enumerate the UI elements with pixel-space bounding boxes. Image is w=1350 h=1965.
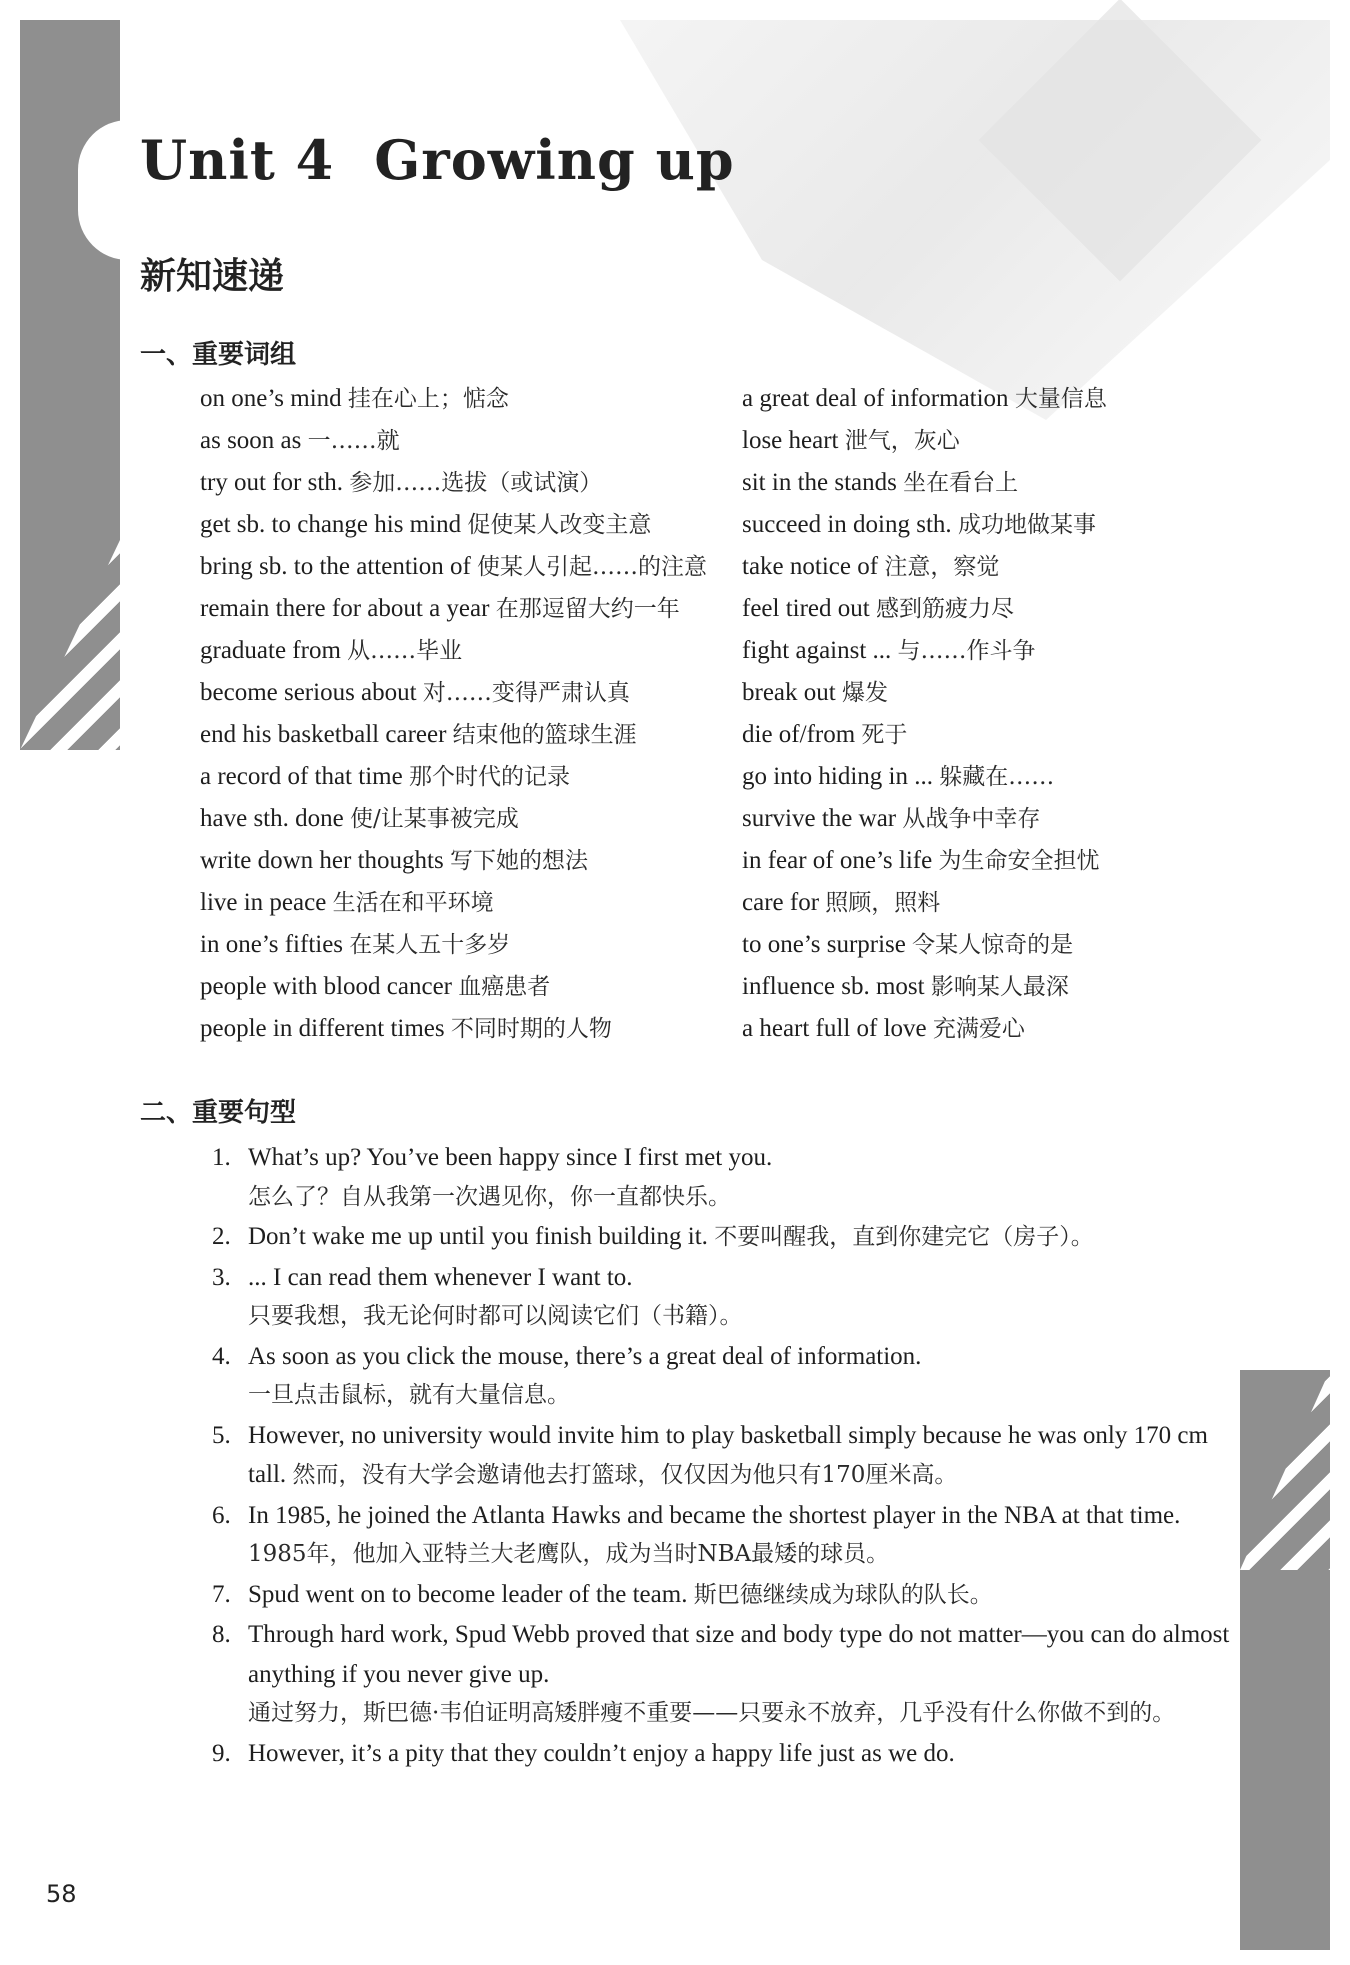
phrase-chinese: 挂在心上；惦念 — [347, 386, 509, 412]
phrase-item — [200, 630, 740, 672]
phrase-list-left — [200, 378, 740, 1050]
phrase-chinese: 在那逗留大约一年 — [495, 596, 680, 622]
sentence-chinese: 通过努力，斯巴德·韦伯证明高矮胖瘦不重要——只要永不放弃，几乎没有什么你做不到的。 — [248, 1700, 1176, 1726]
phrase-english: try out for sth. — [200, 469, 344, 496]
sentence-item — [212, 1416, 1232, 1496]
phrase-english: write down her thoughts — [200, 847, 444, 874]
phrase-item — [742, 588, 1232, 630]
phrase-item — [200, 546, 740, 588]
phrase-english: to one’s surprise — [742, 931, 906, 958]
sentence-item — [212, 1734, 1232, 1774]
phrase-chinese: 泄气，灰心 — [844, 428, 960, 454]
phrase-english: lose heart — [742, 427, 839, 454]
phrase-item — [200, 966, 740, 1008]
sentence-item — [212, 1615, 1232, 1734]
page-number: 58 — [46, 1880, 77, 1908]
phrase-english: on one’s mind — [200, 385, 342, 412]
phrase-chinese: 使/让某事被完成 — [349, 806, 519, 832]
phrase-item — [200, 798, 740, 840]
sentence-item — [212, 1258, 1232, 1337]
phrase-chinese: 写下她的想法 — [449, 848, 588, 874]
sentence-number: 9. — [212, 1739, 231, 1767]
sentence-chinese: 只要我想，我无论何时都可以阅读它们（书籍）。 — [248, 1303, 743, 1329]
phrase-english: break out — [742, 679, 836, 706]
phrase-chinese: 照顾，照料 — [825, 890, 941, 916]
sentence-item — [212, 1575, 1232, 1616]
sentences-heading: 二、重要句型 — [140, 1098, 297, 1128]
phrase-chinese: 使某人引起……的注意 — [477, 554, 708, 580]
sentence-english: ... I can read them whenever I want to. — [248, 1263, 633, 1291]
phrase-english: graduate from — [200, 637, 341, 664]
sentence-chinese: 不要叫醒我，直到你建完它（房子）。 — [714, 1224, 1094, 1250]
sentence-number: 7. — [212, 1580, 231, 1608]
sentence-english: However, it’s a pity that they couldn’t enjoy a happy life just as we do. — [248, 1739, 955, 1767]
phrase-chinese: 躲藏在…… — [939, 764, 1055, 790]
sentence-english: Don’t wake me up until you finish building it. — [248, 1223, 708, 1250]
phrase-english: survive the war — [742, 805, 897, 832]
phrase-item — [742, 1008, 1232, 1050]
phrase-item — [742, 714, 1232, 756]
phrase-english: remain there for about a year — [200, 595, 490, 622]
phrase-item — [742, 378, 1232, 420]
phrase-chinese: 感到筋疲力尽 — [875, 596, 1014, 622]
unit-name: Growing up — [374, 128, 735, 192]
phrase-english: take notice of — [742, 553, 879, 580]
phrase-chinese: 那个时代的记录 — [408, 764, 570, 790]
unit-label: Unit 4 — [140, 128, 335, 192]
sentence-item — [212, 1217, 1232, 1258]
phrase-chinese: 对……变得严肃认真 — [422, 680, 630, 706]
sentence-chinese: 斯巴德继续成为球队的队长。 — [693, 1581, 993, 1608]
phrase-chinese: 从战争中幸存 — [902, 806, 1041, 832]
phrase-list-right — [742, 378, 1232, 1050]
phrase-english: die of/from — [742, 721, 856, 748]
phrase-english: as soon as — [200, 427, 302, 454]
phrase-item — [200, 714, 740, 756]
phrase-english: care for — [742, 889, 820, 916]
sentence-english: However, no university would invite him to play basketball simply because he was only 170 cm tall. — [248, 1421, 1208, 1488]
phrase-item — [742, 462, 1232, 504]
phrase-english: a record of that time — [200, 763, 403, 790]
phrase-chinese: 充满爱心 — [932, 1016, 1025, 1042]
phrase-item — [200, 1008, 740, 1050]
sentence-list — [212, 1138, 1232, 1773]
phrase-english: have sth. done — [200, 805, 344, 832]
phrase-chinese: 参加……选拔（或试演） — [349, 470, 603, 496]
phrase-english: sit in the stands — [742, 469, 897, 496]
phrase-item — [200, 882, 740, 924]
sentence-item — [212, 1138, 1232, 1217]
sentence-number: 2. — [212, 1223, 231, 1250]
phrase-chinese: 结束他的篮球生涯 — [452, 722, 637, 748]
phrase-chinese: 从……毕业 — [347, 638, 463, 664]
phrase-item — [200, 756, 740, 798]
phrase-english: bring sb. to the attention of — [200, 553, 471, 580]
phrase-english: get sb. to change his mind — [200, 511, 462, 538]
sentence-english: Through hard work, Spud Webb proved that size and body type do not matter—you can do almost anything if you never give up. — [248, 1621, 1230, 1688]
phrase-english: a great deal of information — [742, 385, 1009, 412]
phrase-english: people in different times — [200, 1015, 445, 1042]
phrase-item — [200, 924, 740, 966]
phrase-english: become serious about — [200, 679, 417, 706]
phrase-item — [200, 840, 740, 882]
sentence-number: 5. — [212, 1421, 231, 1449]
phrase-english: go into hiding in ... — [742, 763, 933, 790]
phrase-english: a heart full of love — [742, 1015, 927, 1042]
phrase-chinese: 促使某人改变主意 — [467, 512, 652, 538]
phrase-english: live in peace — [200, 889, 327, 916]
phrase-item — [742, 630, 1232, 672]
phrase-chinese: 为生命安全担忧 — [938, 848, 1100, 874]
phrase-chinese: 令某人惊奇的是 — [912, 932, 1074, 958]
phrase-item — [200, 504, 740, 546]
sentence-chinese: 一旦点击鼠标，就有大量信息。 — [248, 1382, 570, 1408]
phrase-item — [200, 672, 740, 714]
phrase-item — [742, 756, 1232, 798]
sentence-number: 3. — [212, 1263, 231, 1291]
phrase-item — [742, 966, 1232, 1008]
phrase-english: succeed in doing sth. — [742, 511, 952, 538]
phrase-item — [200, 462, 740, 504]
phrase-chinese: 不同时期的人物 — [450, 1016, 612, 1042]
phrase-item — [742, 420, 1232, 462]
phrase-chinese: 影响某人最深 — [930, 974, 1069, 1000]
phrase-item — [742, 882, 1232, 924]
sentence-item — [212, 1496, 1232, 1575]
phrase-chinese: 大量信息 — [1014, 386, 1107, 412]
sentence-english: Spud went on to become leader of the team. — [248, 1580, 688, 1608]
sentence-number: 8. — [212, 1621, 231, 1648]
phrase-item — [742, 672, 1232, 714]
phrase-chinese: 血癌患者 — [458, 974, 551, 1000]
phrase-english: people with blood cancer — [200, 973, 452, 1000]
phrase-item — [742, 924, 1232, 966]
sentence-number: 4. — [212, 1342, 231, 1370]
phrase-english: fight against ... — [742, 637, 892, 664]
phrase-english: in fear of one’s life — [742, 847, 933, 874]
sentence-number: 1. — [212, 1144, 231, 1171]
phrase-chinese: 与……作斗争 — [897, 638, 1036, 664]
phrase-english: influence sb. most — [742, 973, 925, 1000]
phrase-item — [200, 420, 740, 462]
phrase-chinese: 爆发 — [841, 680, 888, 706]
phrase-chinese: 成功地做某事 — [957, 512, 1096, 538]
phrase-english: end his basketball career — [200, 721, 447, 748]
top-decoration — [620, 20, 1330, 420]
phrase-english: feel tired out — [742, 595, 870, 622]
phrase-item — [200, 588, 740, 630]
phrase-english: in one’s fifties — [200, 931, 344, 958]
section-title: 新知速递 — [140, 256, 285, 297]
phrase-chinese: 坐在看台上 — [903, 470, 1019, 496]
phrase-chinese: 死于 — [861, 722, 908, 748]
sentence-english: As soon as you click the mouse, there’s a great deal of information. — [248, 1342, 922, 1370]
phrase-chinese: 一……就 — [307, 428, 400, 454]
phrase-item — [200, 378, 740, 420]
phrase-item — [742, 840, 1232, 882]
sentence-chinese: 1985年，他加入亚特兰大老鹰队，成为当时NBA最矮的球员。 — [248, 1541, 890, 1567]
sentence-chinese: 然而，没有大学会邀请他去打篮球，仅仅因为他只有170厘米高。 — [292, 1462, 958, 1488]
phrases-heading: 一、重要词组 — [140, 340, 297, 370]
phrase-item — [742, 504, 1232, 546]
phrase-chinese: 生活在和平环境 — [332, 890, 494, 916]
phrase-item — [742, 546, 1232, 588]
phrase-chinese: 在某人五十多岁 — [349, 932, 511, 958]
unit-title — [140, 128, 735, 192]
phrase-chinese: 注意，察觉 — [884, 554, 1000, 580]
sentence-chinese: 怎么了？自从我第一次遇见你，你一直都快乐。 — [248, 1183, 731, 1210]
sentence-number: 6. — [212, 1501, 231, 1529]
phrase-item — [742, 798, 1232, 840]
sentence-english: What’s up? You’ve been happy since I first met you. — [248, 1144, 773, 1171]
sentence-item — [212, 1337, 1232, 1416]
sentence-english: In 1985, he joined the Atlanta Hawks and became the shortest player in the NBA at that time. — [248, 1501, 1181, 1529]
